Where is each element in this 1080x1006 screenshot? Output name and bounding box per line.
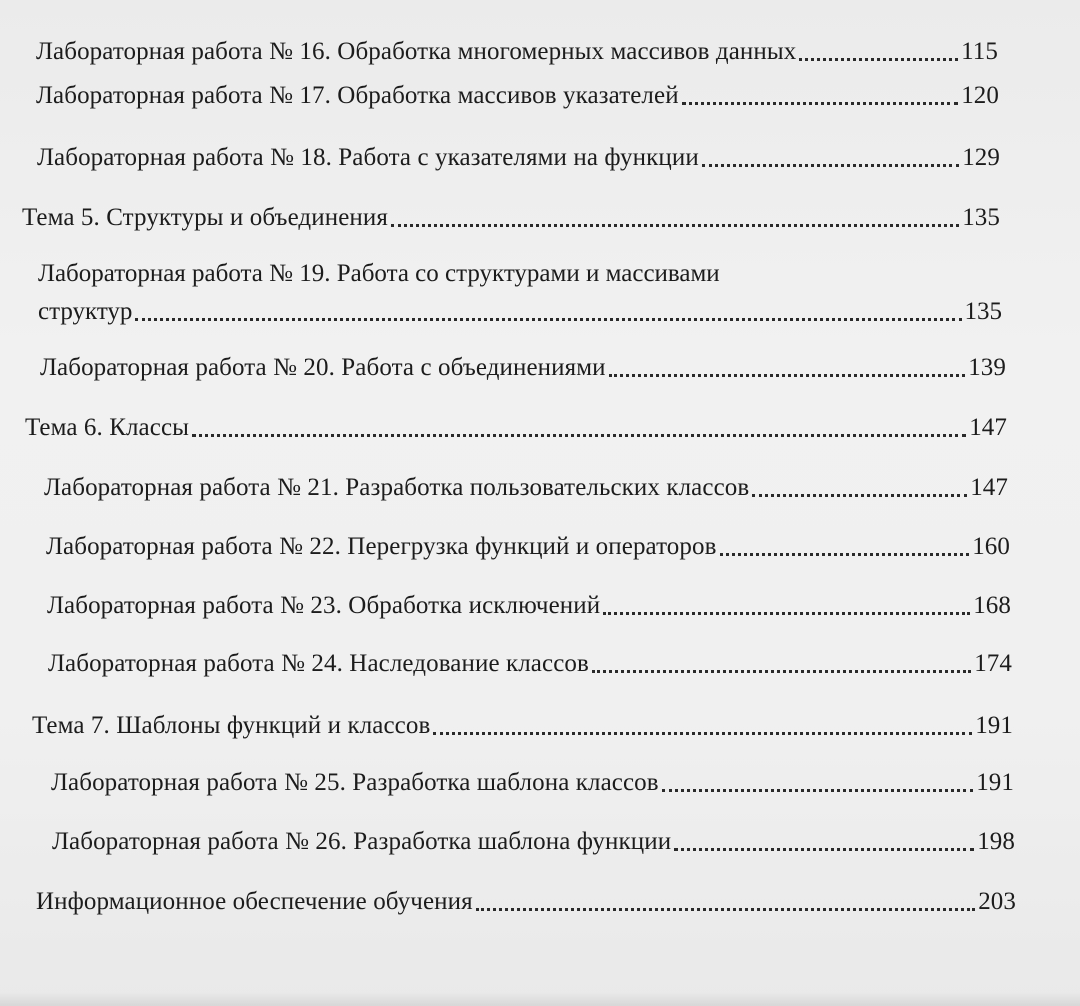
toc-entry-page: 168	[973, 592, 1011, 619]
toc-entry-lab26	[52, 827, 1015, 857]
toc-entry-title: Информационное обеспечение обучения	[36, 888, 473, 915]
toc-entry-title: Тема 5. Структуры и объединения	[22, 204, 388, 231]
toc-entry-title: Тема 7. Шаблоны функций и классов	[32, 712, 431, 739]
toc-entry-title: Лабораторная работа № 21. Разработка пользовательских классов	[44, 474, 750, 501]
toc-entry-page: 191	[976, 769, 1014, 796]
toc-entry-page: 120	[961, 82, 999, 109]
toc-entry-lab25	[51, 768, 1014, 798]
toc-entry-title: Лабораторная работа № 25. Разработка шаблона классов	[51, 769, 659, 796]
toc-entry-lab21	[44, 473, 1008, 503]
toc-entry-title: Лабораторная работа № 18. Работа с указателями на функции	[37, 144, 699, 171]
toc-entry-lab23	[47, 591, 1011, 621]
dot-leader	[603, 612, 970, 615]
dot-leader	[192, 434, 966, 437]
toc-entry-title: Лабораторная работа № 23. Обработка исключений	[47, 592, 601, 619]
toc-entry-page: 191	[975, 712, 1013, 739]
dot-leader	[592, 670, 971, 673]
toc-entry-page: 198	[977, 828, 1015, 855]
toc-entry-page: 203	[978, 888, 1016, 915]
toc-entry-page: 115	[961, 38, 998, 65]
dot-leader	[609, 374, 966, 377]
toc-entry-lab16	[36, 37, 998, 67]
dot-leader	[391, 224, 959, 227]
toc-entry-lab24	[48, 649, 1012, 679]
toc-entry-page: 135	[962, 204, 1000, 231]
toc-entry-page: 135	[964, 298, 1002, 325]
toc-entry-title-continuation: структур	[38, 298, 133, 325]
toc-entry-lab20	[40, 353, 1006, 383]
toc-entry-lab17	[36, 81, 999, 111]
toc-entry-title: Тема 6. Классы	[25, 414, 190, 441]
dot-leader	[674, 848, 974, 851]
toc-entry-page: 129	[962, 144, 1000, 171]
toc-entry-title: Лабораторная работа № 22. Перегрузка функций и операторов	[46, 533, 717, 560]
toc-entry-topic6	[25, 413, 1007, 443]
toc-entry-page: 174	[974, 650, 1012, 677]
toc-entry-lab19	[38, 259, 1002, 327]
toc-entry-page: 139	[968, 354, 1006, 381]
toc-entry-title: Лабораторная работа № 26. Разработка шаблона функции	[52, 828, 672, 855]
toc-entry-page: 147	[970, 474, 1008, 501]
dot-leader	[433, 732, 972, 735]
dot-leader	[682, 102, 959, 105]
toc-entry-title: Лабораторная работа № 16. Обработка многомерных массивов данных	[36, 38, 797, 65]
toc-entry-title: Лабораторная работа № 20. Работа с объединениями	[40, 354, 606, 381]
dot-leader	[720, 553, 970, 556]
toc-entry-topic7	[32, 711, 1013, 741]
dot-leader	[752, 494, 967, 497]
toc-entry-topic5	[22, 203, 1000, 233]
dot-leader	[135, 318, 961, 321]
dot-leader	[799, 58, 958, 61]
dot-leader	[476, 908, 975, 911]
toc-entry-lab22	[46, 532, 1010, 562]
toc-entry-lab18	[37, 143, 1000, 173]
dot-leader	[662, 789, 974, 792]
dot-leader	[702, 164, 959, 167]
toc-entry-page: 147	[969, 414, 1007, 441]
toc-entry-title: Лабораторная работа № 24. Наследование классов	[48, 650, 589, 677]
toc-entry-title: Лабораторная работа № 19. Работа со структурами и массивами	[38, 260, 720, 287]
toc-entry-title: Лабораторная работа № 17. Обработка массивов указателей	[36, 82, 679, 109]
toc-entry-info	[36, 887, 1016, 917]
toc-entry-page: 160	[972, 533, 1010, 560]
